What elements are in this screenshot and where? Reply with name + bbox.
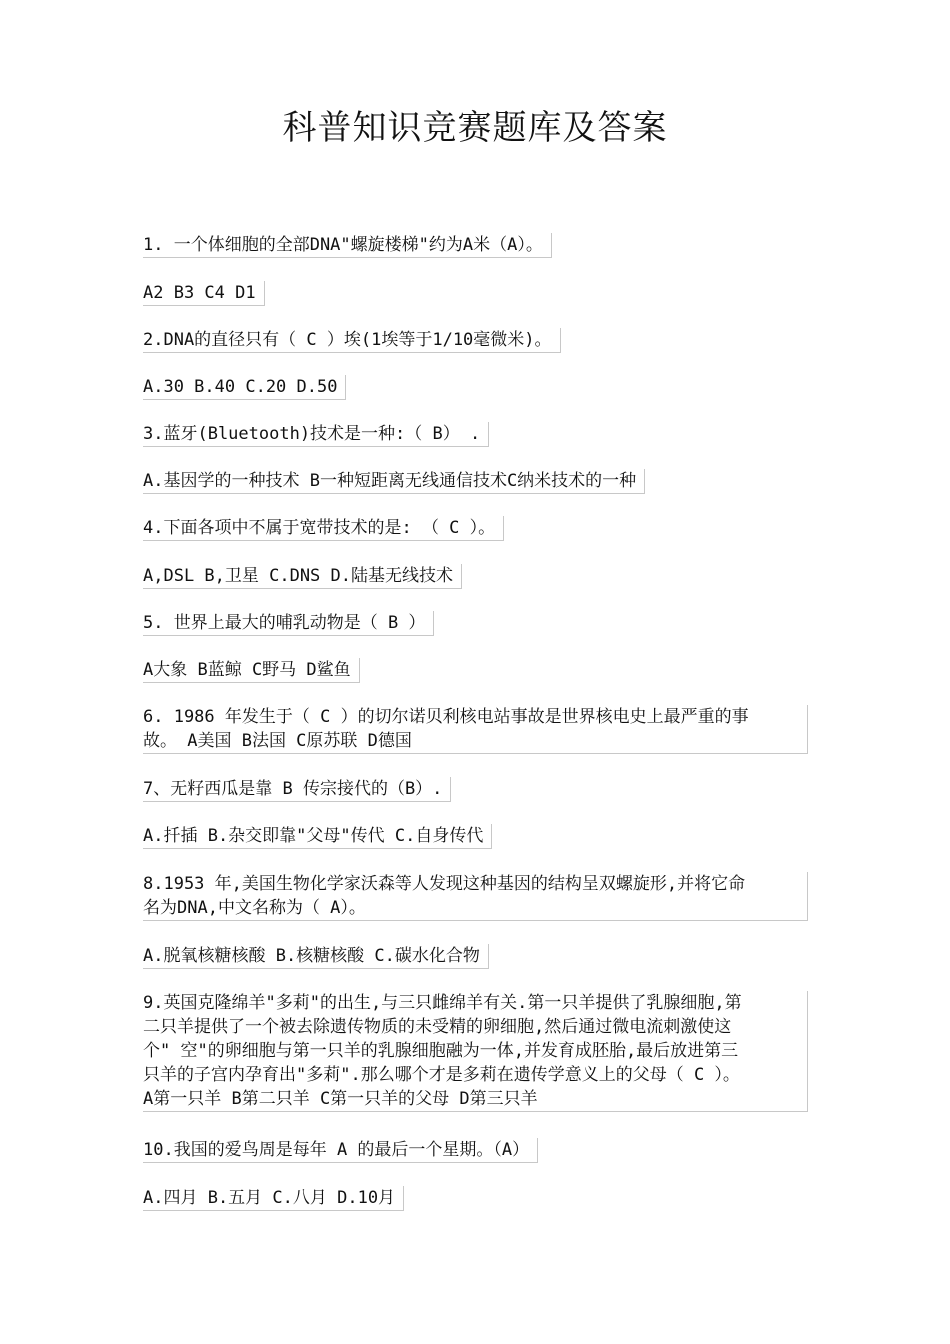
page-title: 科普知识竞赛题库及答案 xyxy=(282,108,668,148)
question-4: 4.下面各项中不属于宽带技术的是: （ C ）。 xyxy=(143,516,504,541)
question-6-line-1: 6. 1986 年发生于（ C ）的切尔诺贝利核电站事故是世界核电史上最严重的事 xyxy=(143,707,749,727)
question-2-options: A.30 B.40 C.20 D.50 xyxy=(143,375,346,400)
question-7-options: A.扦插 B.杂交即靠"父母"传代 C.自身传代 xyxy=(143,824,492,849)
question-1: 1. 一个体细胞的全部DNA"螺旋楼梯"约为A米（A）。 xyxy=(143,233,552,258)
question-10-options: A.四月 B.五月 C.八月 D.10月 xyxy=(143,1186,404,1211)
question-9-line-2: 二只羊提供了一个被去除遗传物质的未受精的卵细胞,然后通过微电流刺激使这 xyxy=(143,1017,732,1037)
question-3: 3.蓝牙(Bluetooth)技术是一种:（ B） . xyxy=(143,422,489,447)
question-3-options: A.基因学的一种技术 B一种短距离无线通信技术C纳米技术的一种 xyxy=(143,469,645,494)
question-5: 5. 世界上最大的哺乳动物是（ B ） xyxy=(143,611,434,636)
question-8-options: A.脱氧核糖核酸 B.核糖核酸 C.碳水化合物 xyxy=(143,944,489,969)
question-1-options: A2 B3 C4 D1 xyxy=(143,281,265,306)
question-8-line-2: 名为DNA,中文名称为（ A）。 xyxy=(143,898,366,918)
question-2: 2.DNA的直径只有（ C ）埃(1埃等于1/10毫微米)。 xyxy=(143,328,561,353)
question-4-options: A,DSL B,卫星 C.DNS D.陆基无线技术 xyxy=(143,564,462,589)
question-10: 10.我国的爱鸟周是每年 A 的最后一个星期。（A） xyxy=(143,1138,538,1163)
question-9-line-5: A第一只羊 B第二只羊 C第一只羊的父母 D第三只羊 xyxy=(143,1089,538,1109)
question-9-line-1: 9.英国克隆绵羊"多莉"的出生,与三只雌绵羊有关.第一只羊提供了乳腺细胞,第 xyxy=(143,993,742,1013)
question-9-line-3: 个" 空"的卵细胞与第一只羊的乳腺细胞融为一体,并发育成胚胎,最后放进第三 xyxy=(143,1041,739,1061)
question-6-line-2: 故。 A美国 B法国 C原苏联 D德国 xyxy=(143,731,412,751)
question-6 xyxy=(143,705,808,754)
question-7: 7、无籽西瓜是靠 B 传宗接代的（B）. xyxy=(143,777,451,802)
question-8 xyxy=(143,872,808,921)
question-9-line-4: 只羊的子宫内孕育出"多莉".那么哪个才是多莉在遗传学意义上的父母（ C ）。 xyxy=(143,1065,740,1085)
question-9 xyxy=(143,991,808,1112)
question-5-options: A大象 B蓝鲸 C野马 D鲨鱼 xyxy=(143,658,360,683)
question-8-line-1: 8.1953 年,美国生物化学家沃森等人发现这种基因的结构呈双螺旋形,并将它命 xyxy=(143,874,746,894)
